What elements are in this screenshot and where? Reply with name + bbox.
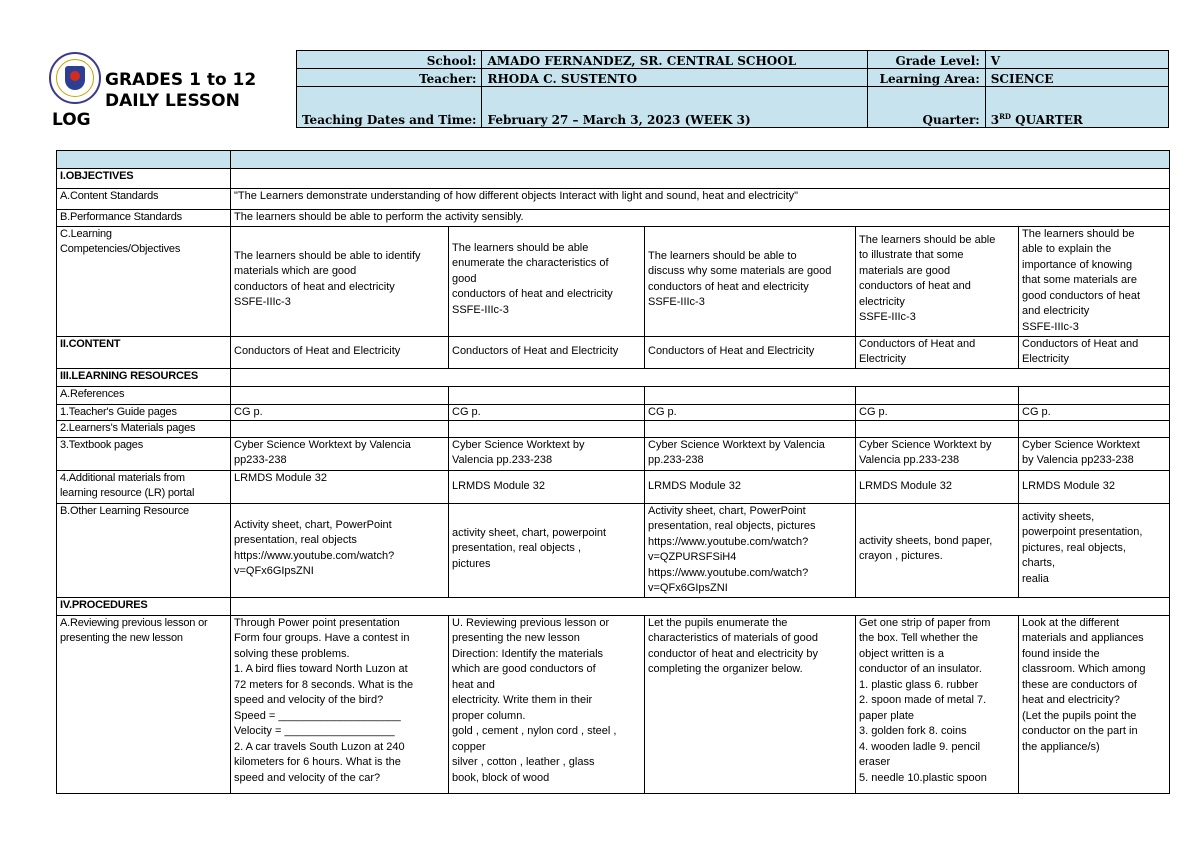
other-resource-cell: Activity sheet, chart, PowerPoint presentation, real objects https://www.youtube.com/watch? v=QFx6GIpsZNI xyxy=(231,503,449,597)
school-label: School: xyxy=(297,51,482,69)
area-value: SCIENCE xyxy=(985,69,1168,87)
content-standards-text: "The Learners demonstrate understanding of how different objects Interact with light and sound, heat and electricity" xyxy=(231,189,1170,210)
table-row xyxy=(57,189,1170,210)
table-row xyxy=(57,210,1170,227)
row-label-learning-resources: III.LEARNING RESOURCES xyxy=(57,368,231,386)
reviewing-cell: Look at the different materials and appliances found inside the classroom. Which among these are conductors of heat and electricity? (Let the pupils point the conductor on the part in the appliance/s) xyxy=(1019,615,1170,793)
grade-value: V xyxy=(985,51,1168,69)
row-label-reviewing: A.Reviewing previous lesson or presenting the new lesson xyxy=(57,615,231,793)
row-label-objectives: I.OBJECTIVES xyxy=(57,169,231,189)
content-cell: Conductors of Heat and Electricity xyxy=(449,336,645,368)
table-row xyxy=(57,615,1170,793)
teacher-label: Teacher: xyxy=(297,69,482,87)
row-label-competencies: C.Learning Competencies/Objectives xyxy=(57,226,231,336)
reviewing-cell: Through Power point presentation Form four groups. Have a contest in solving these problems. 1. A bird flies toward North Luzon at 72 meters for 8 seconds. What is the speed and velocity of the bird? Speed = ____________________ Velocity = __________________ 2. A car travels South Luzon at 240 kilometers for 6 hours. What is the speed and velocity of the car? xyxy=(231,615,449,793)
additional-cell: LRMDS Module 32 xyxy=(1019,470,1170,503)
teacher-value: RHODA C. SUSTENTO xyxy=(482,69,867,87)
reviewing-cell: Let the pupils enumerate the characteristics of materials of good conductor of heat and electricity by completing the organizer below. xyxy=(645,615,856,793)
textbook-cell: Cyber Science Worktext by Valencia pp.233-238 xyxy=(449,437,645,470)
row-label-textbook: 3.Textbook pages xyxy=(57,437,231,470)
other-resource-cell: activity sheet, chart, powerpoint presentation, real objects , pictures xyxy=(449,503,645,597)
textbook-cell: Cyber Science Worktext by Valencia pp233-238 xyxy=(1019,437,1170,470)
table-row xyxy=(57,421,1170,438)
performance-standards-text: The learners should be able to perform the activity sensibly. xyxy=(231,210,1170,227)
content-cell: Conductors of Heat and Electricity xyxy=(1019,336,1170,368)
competency-cell: The learners should be able to illustrate that some materials are good conductors of heat and electricity SSFE-IIIc-3 xyxy=(856,226,1019,336)
additional-cell: LRMDS Module 32 xyxy=(856,470,1019,503)
quarter-label: Quarter: xyxy=(867,87,985,128)
title-line-2: DAILY LESSON xyxy=(105,91,240,111)
row-label-performance-standards: B.Performance Standards xyxy=(57,210,231,227)
additional-cell: LRMDS Module 32 xyxy=(645,470,856,503)
reviewing-cell: Get one strip of paper from the box. Tell whether the object written is a conductor of an insulator. 1. plastic glass 6. rubber 2. spoon made of metal 7. paper plate 3. golden fork 8. coins 4. wooden ladle 9. pencil eraser 5. needle 10.plastic spoon xyxy=(856,615,1019,793)
grade-label: Grade Level: xyxy=(867,51,985,69)
textbook-cell: Cyber Science Worktext by Valencia pp.233-238 xyxy=(856,437,1019,470)
reviewing-cell: U. Reviewing previous lesson or presenting the new lesson Direction: Identify the materials which are good conductors of heat and electricity. Write them in their proper column. gold , cement , nylon cord , steel , copper silver , cotton , leather , glass book, block of wood xyxy=(449,615,645,793)
content-cell: Conductors of Heat and Electricity xyxy=(645,336,856,368)
title-line-1: GRADES 1 to 12 xyxy=(105,70,257,90)
table-row xyxy=(57,470,1170,503)
content-cell: Conductors of Heat and Electricity xyxy=(231,336,449,368)
deped-seal-icon xyxy=(49,52,101,104)
competency-cell: The learners should be able to explain the importance of knowing that some materials are good conductors of heat and electricity SSFE-IIIc-3 xyxy=(1019,226,1170,336)
textbook-cell: Cyber Science Worktext by Valencia pp233-238 xyxy=(231,437,449,470)
competency-cell: The learners should be able to discuss why some materials are good conductors of heat and electricity SSFE-IIIc-3 xyxy=(645,226,856,336)
info-table xyxy=(296,50,1169,128)
other-resource-cell: activity sheets, powerpoint presentation, pictures, real objects, charts, realia xyxy=(1019,503,1170,597)
table-row xyxy=(57,226,1170,336)
school-value: AMADO FERNANDEZ, SR. CENTRAL SCHOOL xyxy=(482,51,867,69)
lesson-log-table xyxy=(56,150,1170,794)
table-row xyxy=(57,336,1170,368)
title-line-3: LOG xyxy=(52,110,91,130)
textbook-cell: Cyber Science Worktext by Valencia pp.233-238 xyxy=(645,437,856,470)
row-label-teachers-guide: 1.Teacher's Guide pages xyxy=(57,404,231,421)
table-header-band xyxy=(57,151,1170,169)
competency-cell: The learners should be able to identify materials which are good conductors of heat and electricity SSFE-IIIc-3 xyxy=(231,226,449,336)
additional-cell: LRMDS Module 32 xyxy=(449,470,645,503)
other-resource-cell: Activity sheet, chart, PowerPoint presentation, real objects, pictures https://www.youtube.com/watch? v=QZPURSFSiH4 https://www.youtube.com/watch? v=QFx6GIpsZNI xyxy=(645,503,856,597)
table-row xyxy=(57,386,1170,404)
table-row xyxy=(57,368,1170,386)
table-row xyxy=(57,503,1170,597)
competency-cell: The learners should be able enumerate the characteristics of good conductors of heat and electricity SSFE-IIIc-3 xyxy=(449,226,645,336)
area-label: Learning Area: xyxy=(867,69,985,87)
row-label-other-resource: B.Other Learning Resource xyxy=(57,503,231,597)
teachers-guide-cell: CG p. xyxy=(231,404,449,421)
quarter-value: 3RD QUARTER xyxy=(985,87,1168,128)
dates-label: Teaching Dates and Time: xyxy=(297,87,482,128)
teachers-guide-cell: CG p. xyxy=(449,404,645,421)
row-label-references: A.References xyxy=(57,386,231,404)
row-label-additional: 4.Additional materials from learning resource (LR) portal xyxy=(57,470,231,503)
additional-cell: LRMDS Module 32 xyxy=(231,470,449,503)
dates-value: February 27 – March 3, 2023 (WEEK 3) xyxy=(482,87,867,128)
table-row xyxy=(57,437,1170,470)
row-label-content-standards: A.Content Standards xyxy=(57,189,231,210)
row-label-procedures: IV.PROCEDURES xyxy=(57,597,231,615)
row-label-learners-materials: 2.Learners's Materials pages xyxy=(57,421,231,438)
other-resource-cell: activity sheets, bond paper, crayon , pictures. xyxy=(856,503,1019,597)
table-row xyxy=(57,404,1170,421)
teachers-guide-cell: CG p. xyxy=(645,404,856,421)
table-row xyxy=(57,597,1170,615)
table-row xyxy=(57,169,1170,189)
row-label-content: II.CONTENT xyxy=(57,336,231,368)
teachers-guide-cell: CG p. xyxy=(856,404,1019,421)
teachers-guide-cell: CG p. xyxy=(1019,404,1170,421)
content-cell: Conductors of Heat and Electricity xyxy=(856,336,1019,368)
